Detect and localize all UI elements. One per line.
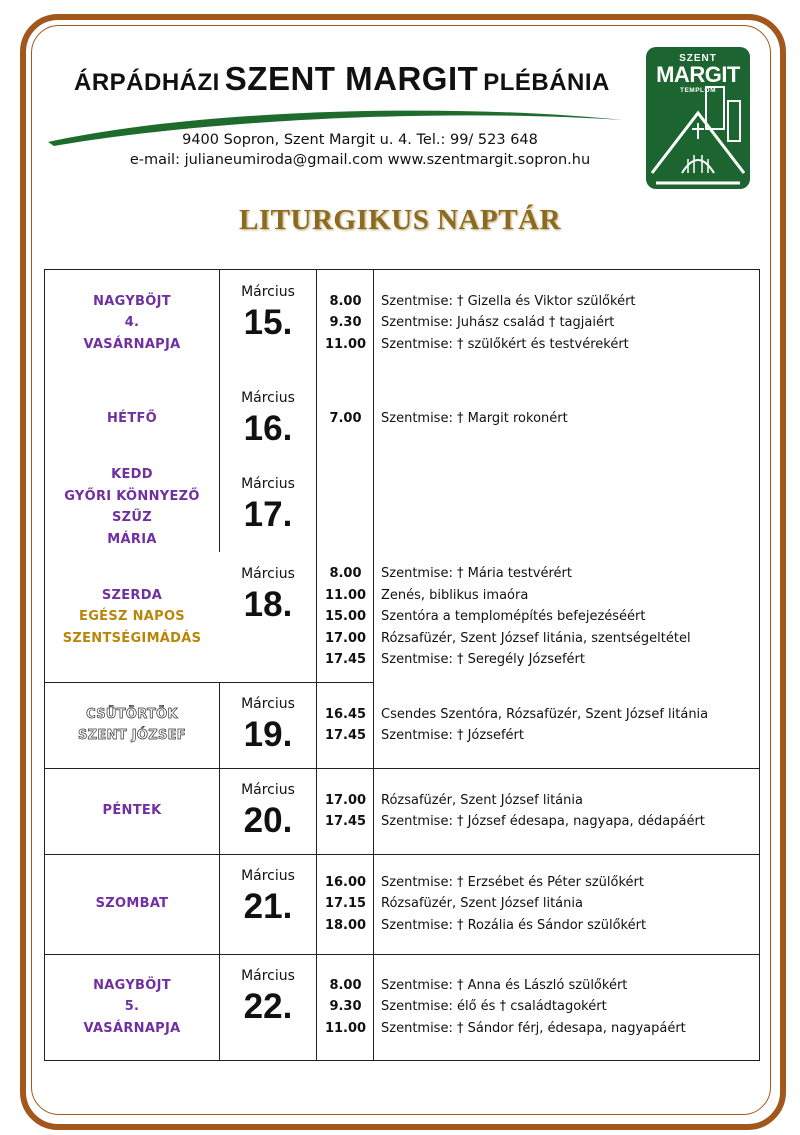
- day-name-line: SZERDA: [101, 587, 163, 603]
- event-description: Rózsafüzér, Szent József litánia, szentségeltétel: [381, 630, 691, 646]
- event-description: Szentmise: † Rozália és Sándor szülőkért: [381, 917, 647, 933]
- event-times-cell: [317, 376, 374, 462]
- event-descriptions-cell: [375, 270, 759, 376]
- event-description: Csendes Szentóra, Rózsafüzér, Szent József litánia: [381, 706, 709, 722]
- event-time: 16.45: [324, 706, 367, 722]
- event-times-cell: [317, 682, 374, 768]
- event-times-cell: [317, 768, 374, 854]
- day-number: 19.: [243, 715, 293, 754]
- event-time: 9.30: [329, 315, 362, 331]
- event-time: 8.00: [329, 977, 362, 993]
- logo-text-margit: MARGIT: [656, 62, 740, 87]
- event-time: 17.45: [324, 814, 367, 829]
- date-cell: [220, 476, 316, 535]
- event-description: Szentmise: † Sándor férj, édesapa, nagyapáért: [381, 1020, 686, 1036]
- day-name-line: NAGYBÖJT: [93, 977, 171, 993]
- month-label: Március: [241, 868, 295, 884]
- day-name-line: 4.: [124, 315, 140, 331]
- event-description: Szentmise: † Erzsébet és Péter szülőkért: [381, 874, 644, 890]
- day-name-line: EGÉSZ NAPOS: [79, 609, 185, 625]
- event-description: Szentmise: † Gizella és Viktor szülőkért: [381, 293, 636, 309]
- date-cell: [220, 284, 316, 343]
- event-time: 16.00: [324, 874, 367, 890]
- event-descriptions-cell: [375, 376, 759, 462]
- date-cell: [220, 782, 316, 841]
- event-time: 15.00: [324, 609, 367, 625]
- event-time: 11.00: [324, 336, 367, 352]
- parish-name-suffix: PLÉBÁNIA: [483, 69, 610, 96]
- day-name-cell: [45, 552, 219, 682]
- event-description: Szentóra a templomépítés befejezéséért: [381, 609, 646, 625]
- day-name-cell: [45, 270, 219, 376]
- day-number: 16.: [243, 409, 293, 448]
- event-time: 8.00: [329, 566, 362, 582]
- day-name-line: GYŐRI KÖNNYEZŐ SZŰZ: [64, 488, 200, 525]
- liturgical-calendar-table: [44, 269, 760, 1061]
- event-description: Szentmise: † Anna és László szülőkért: [381, 977, 628, 993]
- church-building-icon: [646, 47, 750, 189]
- day-name-cell: [45, 376, 219, 462]
- month-label: Március: [241, 476, 295, 492]
- parish-name: [74, 60, 610, 98]
- event-times-cell: [317, 270, 374, 376]
- parish-name-main: SZENT MARGIT: [224, 60, 479, 97]
- day-name-line: SZOMBAT: [95, 896, 169, 912]
- event-times-cell: [317, 954, 374, 1060]
- event-time: 18.00: [324, 917, 367, 933]
- event-time: 7.00: [329, 411, 362, 427]
- event-description: Rózsafüzér, Szent József litánia: [381, 792, 583, 808]
- date-cell: [220, 868, 316, 927]
- day-number: 22.: [243, 987, 293, 1026]
- event-description: Szentmise: † Seregély Józsefért: [381, 652, 585, 668]
- day-name-cell: [45, 954, 219, 1060]
- event-time: 11.00: [324, 1020, 367, 1036]
- page-title: LITURGIKUS NAPTÁR: [239, 204, 561, 236]
- event-description: Szentmise: † Mária testvérért: [381, 566, 572, 582]
- contact-address: 9400 Sopron, Szent Margit u. 4. Tel.: 99/ 523 648: [182, 132, 538, 148]
- event-description: Rózsafüzér, Szent József litánia: [381, 896, 583, 912]
- day-name-cell: [45, 768, 219, 854]
- event-time: 17.00: [324, 792, 367, 808]
- month-label: Március: [241, 696, 295, 712]
- date-cell: [220, 390, 316, 449]
- event-time: 11.00: [324, 587, 367, 603]
- day-name-line: SZENT JÓZSEF: [78, 728, 186, 743]
- event-descriptions-cell: [375, 768, 759, 854]
- parish-name-prefix: ÁRPÁDHÁZI: [74, 69, 220, 96]
- event-description: Zenés, biblikus imaóra: [381, 587, 529, 603]
- day-name-line: PÉNTEK: [102, 803, 162, 819]
- day-name-line: VASÁRNAPJA: [83, 336, 181, 352]
- month-label: Március: [241, 284, 295, 300]
- event-descriptions-cell: [375, 854, 759, 954]
- event-time: 17.45: [324, 652, 367, 668]
- month-label: Március: [241, 390, 295, 406]
- day-name-line: CSÜTÖRTÖK: [86, 706, 178, 722]
- day-number: 15.: [243, 303, 293, 342]
- event-description: Szentmise: † József édesapa, nagyapa, dédapáért: [381, 814, 705, 829]
- day-number: 21.: [243, 887, 293, 926]
- event-descriptions-cell: [375, 682, 759, 768]
- day-name-cell: [45, 682, 219, 768]
- day-name-cell: [45, 854, 219, 954]
- logo-text-szent: SZENT: [679, 53, 717, 64]
- day-name-line: HÉTFŐ: [106, 411, 158, 427]
- contact-email-web: e-mail: julianeumiroda@gmail.com www.szentmargit.sopron.hu: [129, 152, 591, 168]
- month-label: Március: [241, 968, 295, 984]
- date-cell: [220, 696, 316, 755]
- event-time: 17.15: [324, 896, 367, 912]
- month-label: Március: [241, 566, 295, 582]
- day-name-cell: [45, 462, 219, 552]
- event-description: Szentmise: élő és † családtagokért: [381, 999, 607, 1015]
- day-name-line: 5.: [124, 999, 140, 1015]
- day-name-line: KEDD: [111, 467, 153, 482]
- event-time: 8.00: [329, 293, 362, 309]
- event-description: Szentmise: Juhász család † tagjaiért: [381, 315, 615, 331]
- event-time: 17.45: [324, 728, 367, 743]
- event-times-cell: [317, 854, 374, 954]
- day-name-line: VASÁRNAPJA: [83, 1020, 181, 1036]
- church-logo: [646, 47, 750, 189]
- event-description: Szentmise: † Margit rokonért: [381, 411, 568, 427]
- day-name-line: MÁRIA: [107, 531, 157, 547]
- logo-text-templom: TEMPLOM: [680, 87, 716, 94]
- event-time: 17.00: [324, 630, 367, 646]
- event-times-cell: [317, 552, 374, 682]
- event-time: 9.30: [329, 999, 362, 1015]
- event-description: Szentmise: † Józsefért: [381, 728, 524, 743]
- event-descriptions-cell: [375, 954, 759, 1060]
- day-number: 17.: [243, 495, 293, 534]
- day-name-line: NAGYBÖJT: [93, 293, 171, 309]
- day-number: 18.: [243, 585, 293, 624]
- event-description: Szentmise: † szülőkért és testvérekért: [381, 336, 629, 352]
- day-number: 20.: [243, 801, 293, 840]
- event-descriptions-cell: [375, 552, 759, 682]
- date-cell: [220, 566, 316, 625]
- date-cell: [220, 968, 316, 1027]
- month-label: Március: [241, 782, 295, 798]
- day-name-line: SZENTSÉGIMÁDÁS: [62, 630, 202, 646]
